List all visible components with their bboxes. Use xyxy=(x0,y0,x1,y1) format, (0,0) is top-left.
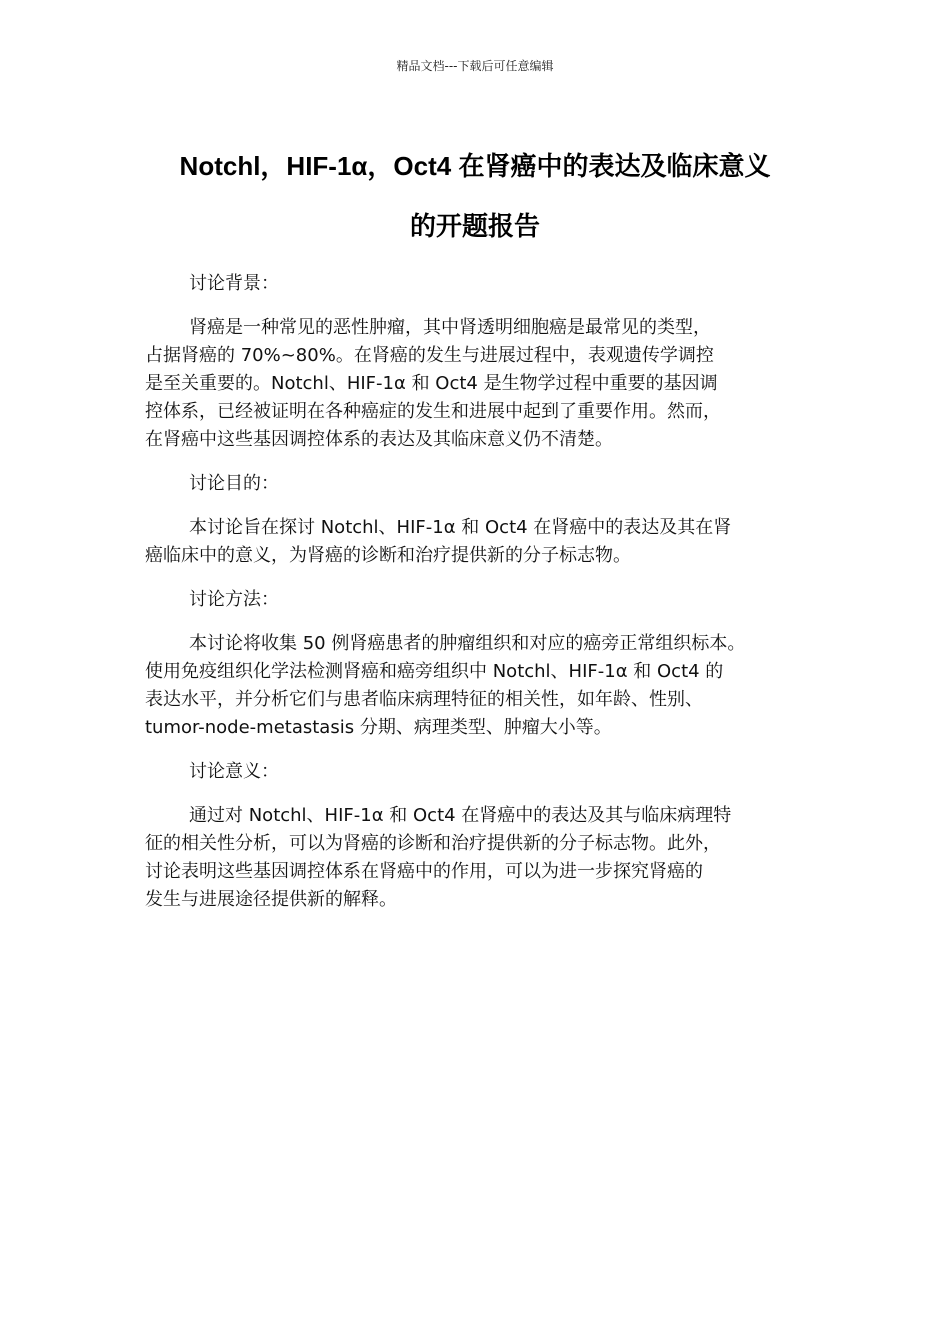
body-line: 表达水平，并分析它们与患者临床病理特征的相关性，如年龄、性别、 xyxy=(145,689,703,710)
body-line: 是至关重要的。Notchl、HIF-1α 和 Oct4 是生物学过程中重要的基因调 xyxy=(145,373,718,394)
document-title xyxy=(140,136,810,256)
section-body-methods xyxy=(145,630,825,742)
body-line: 使用免疫组织化学法检测肾癌和癌旁组织中 Notchl、HIF-1α 和 Oct4 的 xyxy=(145,661,724,682)
body-line: 本讨论将收集 50 例肾癌患者的肿瘤组织和对应的癌旁正常组织标本。 xyxy=(189,633,746,654)
body-line: tumor-node-metastasis 分期、病理类型、肿瘤大小等。 xyxy=(145,717,612,738)
section-heading-purpose: 讨论目的： xyxy=(189,473,279,494)
section-body-background xyxy=(145,314,825,454)
body-line: 本讨论旨在探讨 Notchl、HIF-1α 和 Oct4 在肾癌中的表达及其在肾 xyxy=(189,517,732,538)
body-line: 征的相关性分析，可以为肾癌的诊断和治疗提供新的分子标志物。此外， xyxy=(145,833,721,854)
body-line: 占据肾癌的 70%~80%。在肾癌的发生与进展过程中，表观遗传学调控 xyxy=(145,345,714,366)
body-line: 肾癌是一种常见的恶性肿瘤，其中肾透明细胞癌是最常见的类型， xyxy=(189,317,711,338)
section-body-purpose xyxy=(145,514,825,570)
body-line: 通过对 Notchl、HIF-1α 和 Oct4 在肾癌中的表达及其与临床病理特 xyxy=(189,805,732,826)
body-line: 控体系，已经被证明在各种癌症的发生和进展中起到了重要作用。然而， xyxy=(145,401,721,422)
title-line-1: Notchl，HIF-1α，Oct4 在肾癌中的表达及临床意义 xyxy=(179,151,771,181)
section-heading-methods: 讨论方法： xyxy=(189,589,279,610)
header-note: 精品文档---下载后可任意编辑 xyxy=(396,59,554,73)
document-body xyxy=(145,270,825,930)
body-line: 在肾癌中这些基因调控体系的表达及其临床意义仍不清楚。 xyxy=(145,429,613,450)
section-body-significance xyxy=(145,802,825,914)
body-line: 癌临床中的意义，为肾癌的诊断和治疗提供新的分子标志物。 xyxy=(145,545,631,566)
title-line-2: 的开题报告 xyxy=(409,211,540,241)
section-heading-background: 讨论背景： xyxy=(189,273,279,294)
body-line: 讨论表明这些基因调控体系在肾癌中的作用，可以为进一步探究肾癌的 xyxy=(145,861,703,882)
body-line: 发生与进展途径提供新的解释。 xyxy=(145,889,397,910)
section-heading-significance: 讨论意义： xyxy=(189,761,279,782)
